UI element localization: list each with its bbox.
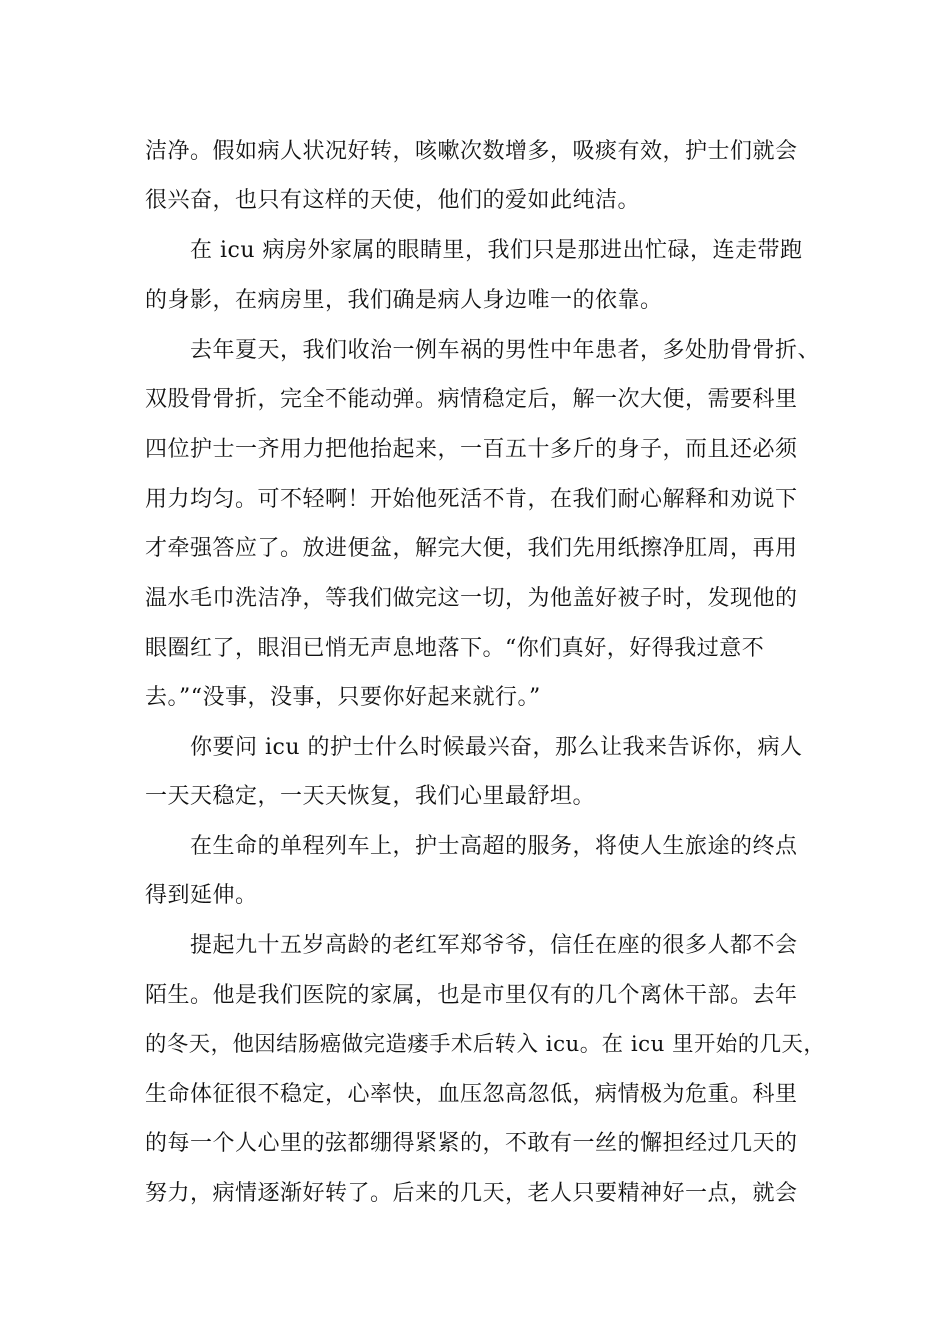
text-line: 用力均匀。可不轻啊！开始他死活不肯，在我们耐心解释和劝说下 [145,487,798,512]
text-line: 洁净。假如病人状况好转，咳嗽次数增多，吸痰有效，护士们就会 [145,139,798,164]
text-line: 得到延伸。 [145,883,258,908]
text-line: 陌生。他是我们医院的家属，也是市里仅有的几个离休干部。去年 [145,983,798,1008]
text-line: 才牵强答应了。放进便盆，解完大便，我们先用纸擦净肛周，再用 [145,536,798,561]
text-line: 的身影，在病房里，我们确是病人身边唯一的依靠。 [145,288,663,313]
text-line: 四位护士一齐用力把他抬起来，一百五十多斤的身子，而且还必须 [145,437,798,462]
text-line: 努力，病情逐渐好转了。后来的几天，老人只要精神好一点，就会 [145,1181,798,1206]
text-line: 很兴奋，也只有这样的天使，他们的爱如此纯洁。 [145,188,641,213]
text-line: 温水毛巾洗洁净，等我们做完这一切，为他盖好被子时，发现他的 [145,586,798,611]
paragraph-first-line: 在生命的单程列车上，护士高超的服务，将使人生旅途的终点 [190,834,798,859]
paragraph-first-line: 去年夏天，我们收治一例车祸的男性中年患者，多处肋骨骨折、 [190,338,821,363]
text-line: 的冬天，他因结肠癌做完造瘘手术后转入 icu。在 icu 里开始的几天， [145,1032,826,1057]
paragraph-first-line: 在 icu 病房外家属的眼睛里，我们只是那进出忙碌，连走带跑 [190,238,803,263]
paragraph-first-line: 你要问 icu 的护士什么时候最兴奋，那么让我来告诉你，病人 [190,735,803,760]
text-line: 双股骨骨折，完全不能动弹。病情稳定后，解一次大便，需要科里 [145,387,798,412]
text-line: 一天天稳定，一天天恢复，我们心里最舒坦。 [145,784,596,809]
text-line: 生命体征很不稳定，心率快，血压忽高忽低，病情极为危重。科里 [145,1082,798,1107]
text-line: 的每一个人心里的弦都绷得紧紧的，不敢有一丝的懈担经过几天的 [145,1131,798,1156]
paragraph-first-line: 提起九十五岁高龄的老红军郑爷爷，信任在座的很多人都不会 [190,933,798,958]
text-line: 去。”“没事，没事，只要你好起来就行。” [145,685,541,710]
text-line: 眼圈红了，眼泪已悄无声息地落下。“你们真好，好得我过意不 [145,636,765,661]
